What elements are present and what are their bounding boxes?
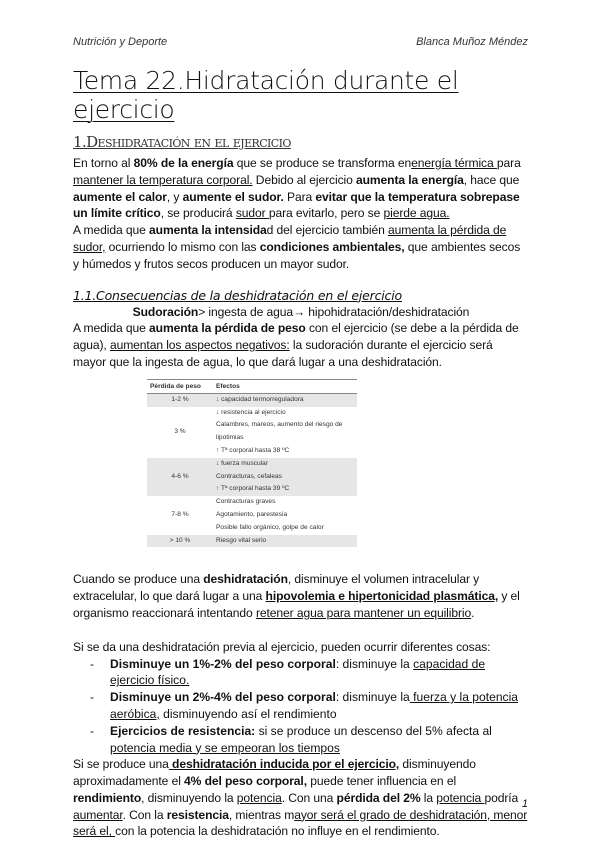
weight-loss-cell: 4-6 % — [147, 458, 213, 496]
table-header: Efectos — [213, 379, 357, 393]
text-run: d del ejercicio también — [266, 223, 388, 238]
text-run: rendimiento — [73, 790, 142, 805]
text-run: puede tener influencia en el — [306, 774, 457, 789]
effect-cell: Contracturas graves — [216, 498, 276, 506]
text-run: energía térmica — [411, 156, 497, 170]
text-run: y el organismo reaccionará intentando — [73, 589, 520, 620]
text-run: para evitarlo, pero se — [268, 206, 384, 221]
text-run: aumenta la pérdida de sudor, — [73, 223, 507, 254]
text-run: pérdida del 2% — [336, 790, 421, 805]
weight-loss-cell: 7-8 % — [171, 510, 189, 518]
table-row — [147, 393, 357, 406]
text-run: Si se produce una — [73, 757, 169, 772]
text-run: para — [496, 156, 521, 170]
text-run: podría — [484, 790, 519, 805]
list-item — [90, 689, 529, 723]
text-run: aumente el sudor. — [182, 189, 284, 204]
effect-cell: ↓ fuerza muscular — [213, 458, 357, 471]
text-run: Sudoración — [132, 304, 199, 319]
text-run: A medida que — [73, 223, 150, 238]
text-run: capacidad de ejercicio físico. — [110, 656, 486, 688]
text-run: Cuando se produce una — [73, 572, 204, 587]
table-row — [147, 407, 357, 420]
text-run: A medida que — [73, 321, 150, 336]
text-run: potencia media y se empeoran los tiempos — [110, 740, 340, 755]
text-run: aumente el calor — [73, 189, 167, 204]
text-run: Ejercicios de resistencia: — [110, 723, 256, 738]
text-run: aumenta la intensida — [149, 223, 267, 238]
text-run: hipovolemia e hipertonicidad plasmática, — [265, 589, 499, 604]
text-run: disminuyendo así el rendimiento — [159, 706, 337, 721]
text-run: condiciones ambientales, — [259, 239, 405, 254]
text-run: potencia — [436, 790, 485, 805]
header-author: Blanca Muñoz Méndez — [416, 36, 528, 48]
paragraph — [73, 571, 529, 621]
text-run: , disminuye el volumen intracelular y extracelular, lo que dará lugar a una — [73, 572, 480, 604]
text-run: 4% del peso corporal, — [184, 774, 307, 789]
text-run: Debido al ejercicio — [252, 172, 356, 187]
subsection-heading: 1.1.Consecuencias de la deshidratación en el ejercicio — [73, 287, 402, 303]
effect-cell: ↓ capacidad termorreguladora — [213, 393, 357, 406]
paragraph — [73, 639, 529, 656]
header-course: Nutrición y Deporte — [73, 36, 168, 48]
text-run: . — [471, 605, 475, 620]
text-run: si se produce un descenso del 5% afecta al — [255, 723, 492, 738]
text-run: , mientras m — [228, 807, 295, 822]
text-run: 80% de la energía — [133, 156, 234, 170]
text-run: , hace que — [463, 172, 520, 187]
text-run: retener agua para mantener un equilibrio — [255, 605, 472, 620]
text-run: sudor — [235, 206, 269, 221]
text-run: pierde agua. — [383, 206, 450, 221]
text-run: Para — [283, 189, 316, 204]
text-run: fuerza y la potencia aeróbica, — [110, 690, 519, 721]
text-run: ocurriendo lo mismo con las — [105, 239, 260, 254]
text-run: con la potencia la deshidratación no influye en el rendimiento. — [115, 824, 440, 839]
text-run: disminuyendo aproximadamente el — [73, 757, 476, 789]
document-body — [73, 132, 529, 840]
text-run: deshidratación — [203, 572, 288, 587]
list-item — [90, 656, 529, 690]
effect-cell: Contracturas, cefaleas — [213, 471, 357, 484]
table-row — [147, 535, 357, 548]
text-run: que se produce se transforma en — [233, 156, 412, 170]
text-run: la — [420, 790, 437, 805]
bullet-list — [90, 656, 529, 757]
text-run: En torno al — [73, 156, 134, 170]
effect-cell: Agotamiento, parestesia — [216, 510, 288, 518]
table-row — [147, 458, 357, 471]
effect-cell: Posible fallo orgánico, golpe de calor — [216, 523, 324, 531]
effect-cell: Riesgo vital serio — [213, 535, 357, 548]
paragraph — [73, 320, 529, 370]
text-run: Si se da una deshidratación previa al ejercicio, pueden ocurrir diferentes cosas: — [73, 639, 491, 654]
effect-cell: ↓ resistencia al ejercicio — [216, 408, 286, 416]
text-run: mantener la temperatura corporal. — [73, 172, 253, 187]
effect-cell: Calambres, mareos, aumento del riesgo de lipotimias — [216, 421, 343, 442]
text-run: aumentar — [73, 807, 123, 822]
text-run: ayor será el grado de deshidratación, menor será el, — [73, 807, 528, 839]
text-run: : disminuye la — [335, 656, 414, 671]
text-run: que ambientes secos y húmedos y frutos secos producen un mayor sudor. — [73, 239, 521, 271]
text-run: aumenta la energía — [355, 172, 464, 187]
text-run: potencia — [236, 790, 282, 805]
text-run: , y — [166, 189, 183, 204]
text-run: > ingesta de agua→ hipohidratación/deshidratación — [198, 304, 470, 319]
paragraph — [73, 304, 529, 321]
text-run: con el ejercicio (se debe a la pérdida de agua), — [73, 321, 519, 353]
table-header: Pérdida de peso — [147, 379, 213, 393]
text-run: aumenta la pérdida de peso — [149, 321, 306, 336]
table-row — [147, 496, 357, 509]
page-number: 1 — [521, 798, 528, 810]
dehydration-effects-table — [147, 379, 357, 548]
text-run: Disminuye un 1%-2% del peso corporal — [110, 656, 336, 671]
text-run: deshidratación inducida por el ejercicio, — [168, 757, 400, 772]
page-title-text: Tema 22.Hidratación durante el ejercicio — [73, 66, 459, 124]
weight-loss-cell: > 10 % — [147, 535, 213, 548]
page-title — [73, 66, 543, 124]
text-run: evitar que la temperatura sobrepase un límite crítico — [73, 189, 520, 221]
effect-cell: ↑ Tª corporal hasta 38 ºC — [216, 446, 290, 454]
text-run: , se producirá — [160, 206, 236, 221]
text-run: , disminuyendo la — [141, 790, 237, 805]
weight-loss-cell: 1-2 % — [147, 393, 213, 406]
text-run: : disminuye la — [335, 690, 410, 705]
weight-loss-cell: 3 % — [174, 427, 186, 435]
text-run: . Con una — [281, 790, 337, 805]
text-run: Disminuye un 2%-4% del peso corporal — [110, 690, 336, 705]
text-run: . Con la — [122, 807, 167, 822]
section-heading: 1.Deshidratación en el ejercicio — [73, 133, 291, 151]
text-run: la sudoración durante el ejercicio será mayor que la ingesta de agua, lo que dará lugar a una deshidratación. — [73, 338, 493, 369]
paragraph — [73, 222, 529, 272]
effect-cell: ↑ Tª corporal hasta 39 ºC — [213, 483, 357, 496]
paragraph — [73, 756, 529, 840]
text-run: aumentan los aspectos negativos: — [109, 338, 290, 353]
paragraph — [73, 155, 529, 222]
text-run: resistencia — [166, 807, 229, 822]
list-item — [90, 723, 529, 757]
